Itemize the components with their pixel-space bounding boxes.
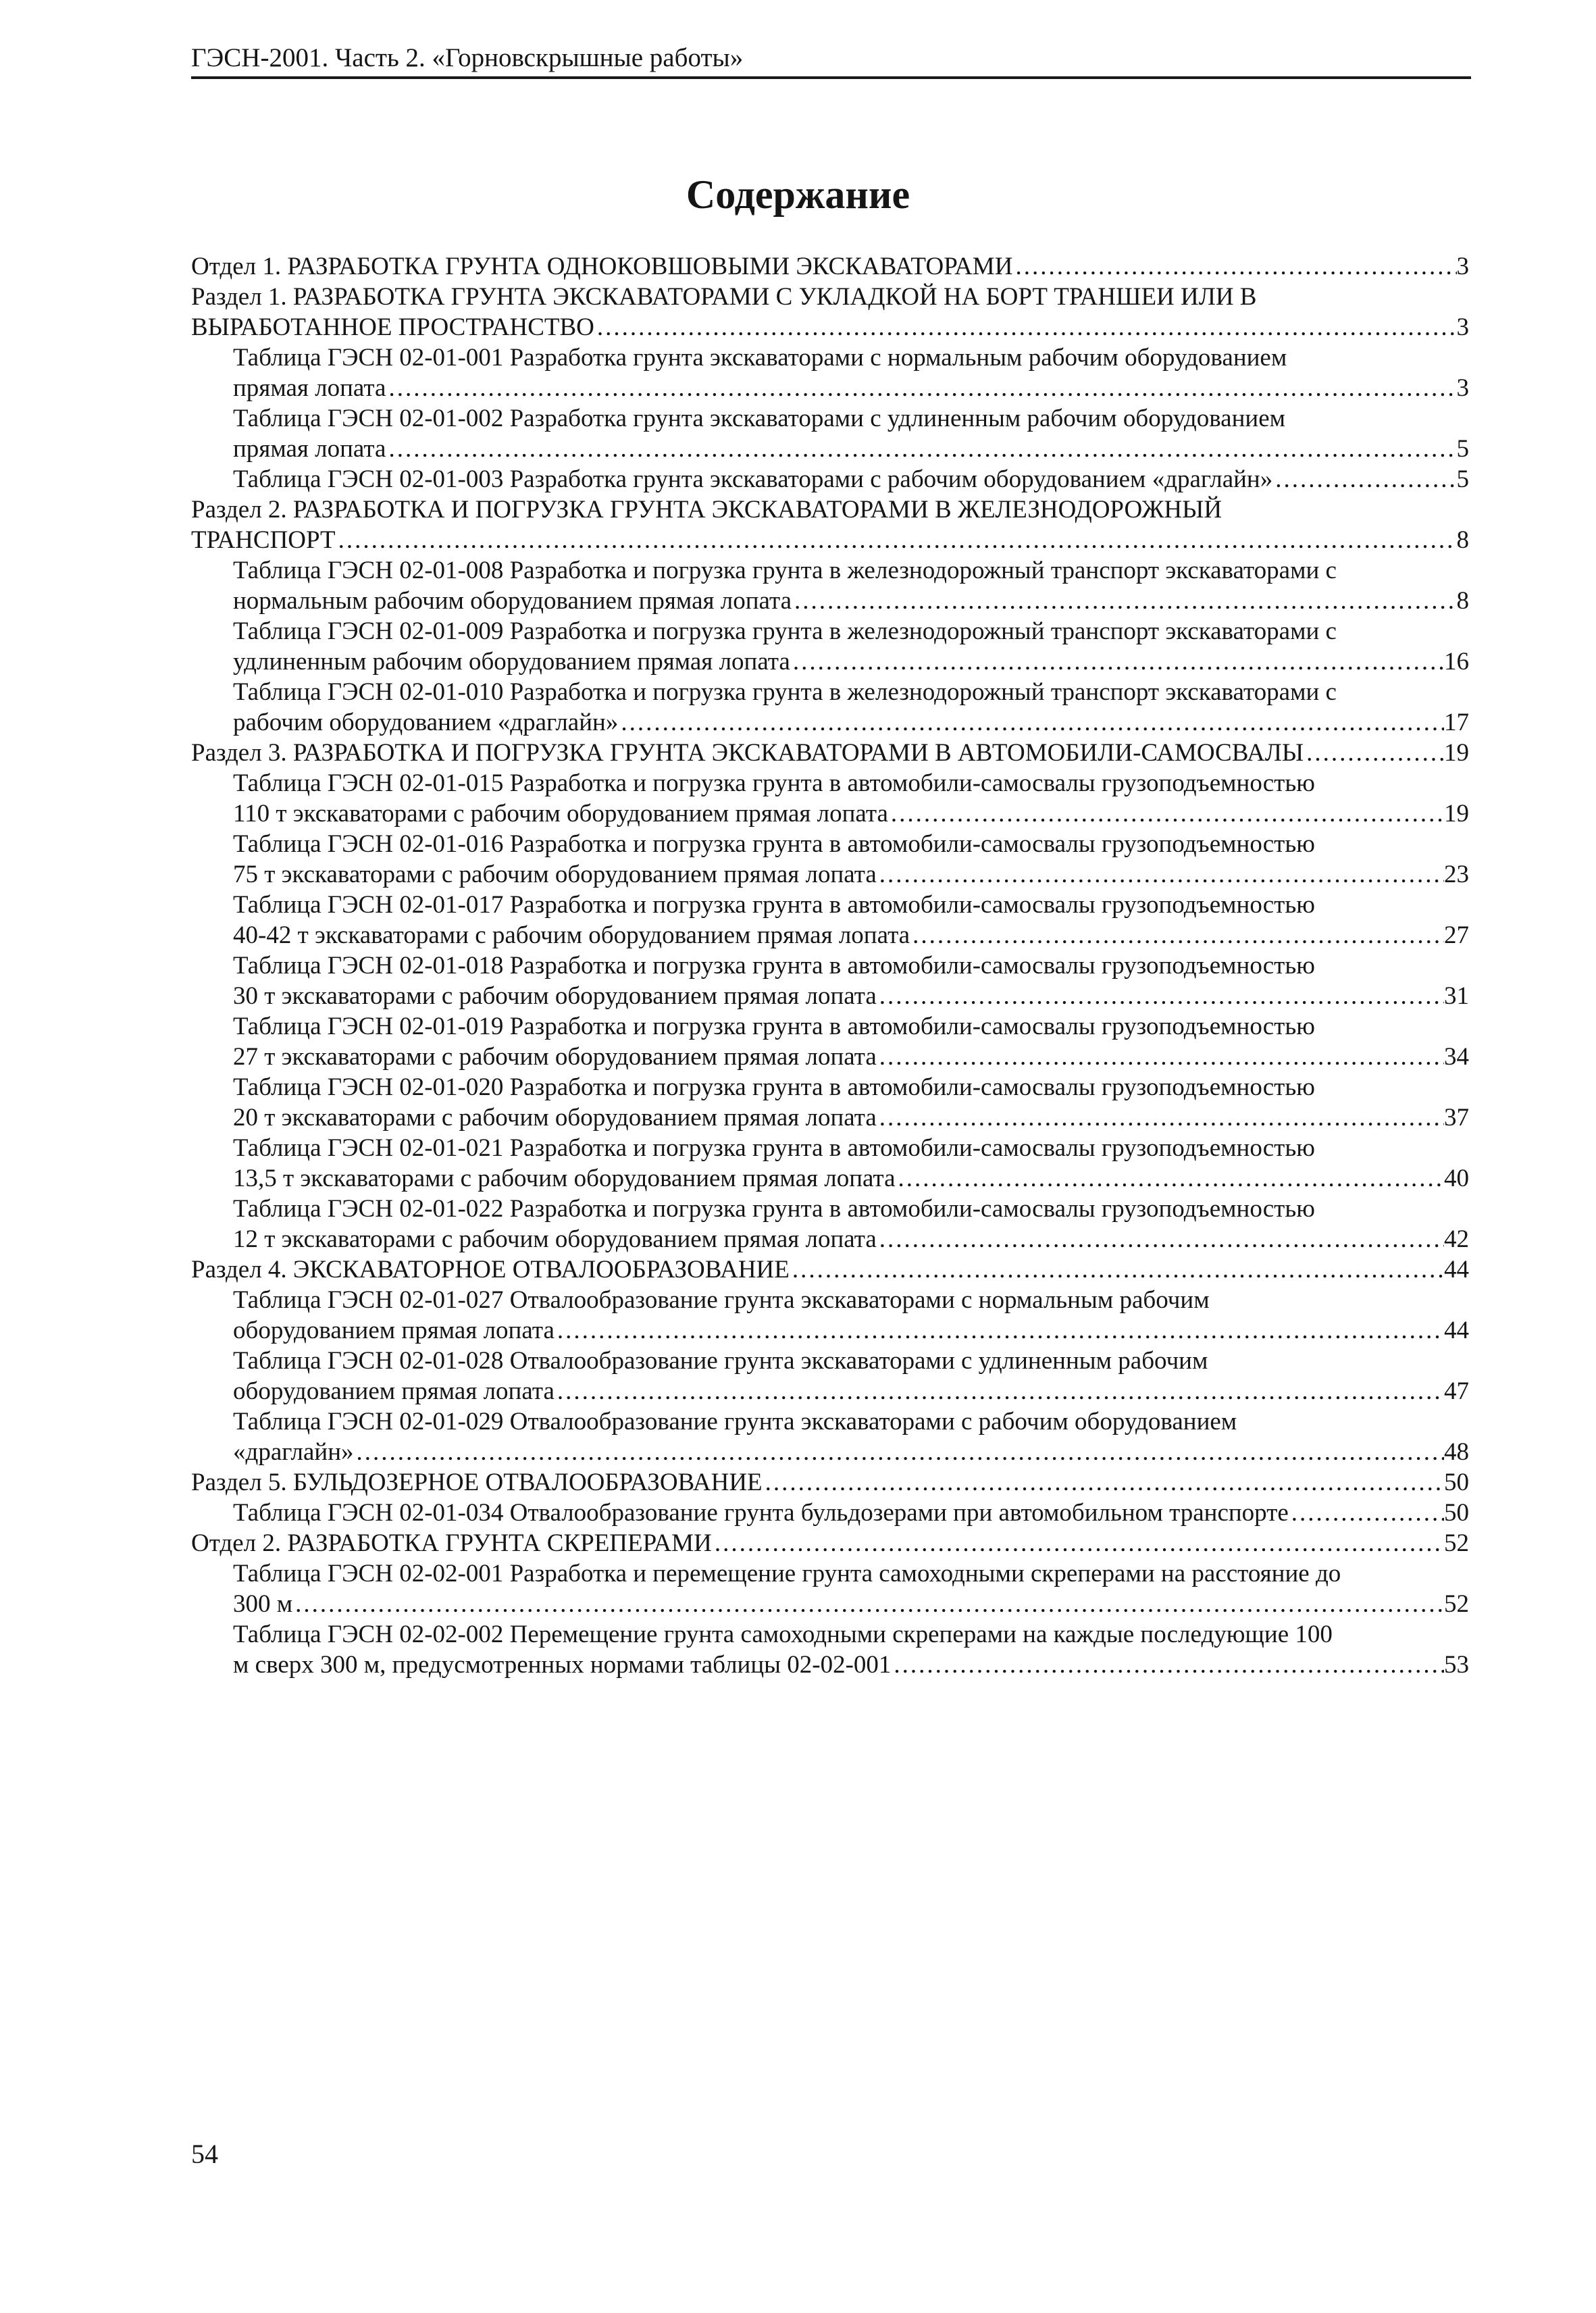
table-of-contents bbox=[191, 251, 1469, 1680]
toc-entry[interactable] bbox=[191, 829, 1469, 890]
toc-entry-text: 30 т экскаваторами с рабочим оборудованием прямая лопата bbox=[233, 982, 877, 1010]
toc-entry-text: Таблица ГЭСН 02-01-019 Разработка и погрузка грунта в автомобили-самосвалы грузоподъемностью bbox=[233, 1013, 1315, 1040]
toc-page-number: 42 bbox=[1444, 1225, 1469, 1253]
toc-entry-text: 20 т экскаваторами с рабочим оборудованием прямая лопата bbox=[233, 1104, 877, 1132]
toc-entry-line bbox=[191, 282, 1469, 312]
toc-entry-text: Таблица ГЭСН 02-01-021 Разработка и погрузка грунта в автомобили-самосвалы грузоподъемностью bbox=[233, 1134, 1315, 1162]
toc-entry-line bbox=[191, 1315, 1469, 1346]
toc-entry-text: Таблица ГЭСН 02-01-020 Разработка и погрузка грунта в автомобили-самосвалы грузоподъемностью bbox=[233, 1073, 1315, 1101]
toc-entry-text: рабочим оборудованием «драглайн» bbox=[233, 709, 619, 736]
dot-leader bbox=[877, 859, 1444, 890]
toc-entry-line bbox=[191, 1194, 1469, 1224]
dot-leader bbox=[877, 1102, 1444, 1133]
toc-entry[interactable] bbox=[191, 616, 1469, 677]
toc-entry-line bbox=[191, 251, 1469, 282]
toc-entry-text: Таблица ГЭСН 02-01-009 Разработка и погрузка грунта в железнодорожный транспорт экскаваторами с bbox=[233, 617, 1337, 645]
toc-entry-text: Таблица ГЭСН 02-01-028 Отвалообразование грунта экскаваторами с удлиненным рабочим bbox=[233, 1347, 1208, 1375]
toc-entry-text: «драглайн» bbox=[233, 1438, 354, 1466]
toc-entry-text: м сверх 300 м, предусмотренных нормами таблицы 02-02-001 bbox=[233, 1651, 892, 1679]
dot-leader bbox=[1272, 464, 1456, 494]
toc-page-number: 23 bbox=[1444, 861, 1469, 888]
dot-leader bbox=[790, 1254, 1444, 1285]
dot-leader bbox=[712, 1528, 1444, 1558]
toc-entry-line bbox=[191, 1528, 1469, 1558]
dot-leader bbox=[354, 1437, 1444, 1467]
toc-entry-line bbox=[191, 525, 1469, 555]
dot-leader bbox=[1304, 738, 1444, 768]
toc-page-number: 19 bbox=[1444, 739, 1469, 767]
toc-entry[interactable] bbox=[191, 1406, 1469, 1467]
toc-entry-line bbox=[191, 1346, 1469, 1376]
toc-entry[interactable] bbox=[191, 1498, 1469, 1528]
toc-entry[interactable] bbox=[191, 1558, 1469, 1619]
toc-page-number: 47 bbox=[1444, 1377, 1469, 1405]
toc-entry-text: 300 м bbox=[233, 1590, 293, 1618]
toc-page-number: 8 bbox=[1456, 526, 1469, 554]
toc-entry-line bbox=[191, 1619, 1469, 1650]
toc-entry-text: 110 т экскаваторами с рабочим оборудованием прямая лопата bbox=[233, 800, 888, 828]
toc-page-number: 8 bbox=[1456, 587, 1469, 615]
toc-entry-line bbox=[191, 890, 1469, 920]
toc-entry-line bbox=[191, 1224, 1469, 1254]
dot-leader bbox=[888, 798, 1444, 829]
toc-page-number: 34 bbox=[1444, 1043, 1469, 1071]
dot-leader bbox=[336, 525, 1457, 555]
toc-page-number: 52 bbox=[1444, 1590, 1469, 1618]
toc-entry-line bbox=[191, 1072, 1469, 1102]
dot-leader bbox=[386, 434, 1456, 464]
toc-entry-text: 27 т экскаваторами с рабочим оборудованием прямая лопата bbox=[233, 1043, 877, 1071]
toc-entry-text: оборудованием прямая лопата bbox=[233, 1317, 555, 1344]
dot-leader bbox=[763, 1467, 1444, 1498]
toc-entry-text: 40-42 т экскаваторами с рабочим оборудованием прямая лопата bbox=[233, 921, 910, 949]
toc-entry-line bbox=[191, 859, 1469, 890]
toc-entry-line bbox=[191, 403, 1469, 434]
toc-entry-line bbox=[191, 1467, 1469, 1498]
toc-entry-text: Таблица ГЭСН 02-01-002 Разработка грунта экскаваторами с удлиненным рабочим оборудованием bbox=[233, 405, 1286, 432]
toc-page-number: 3 bbox=[1456, 253, 1469, 280]
toc-entry-text: удлиненным рабочим оборудованием прямая лопата bbox=[233, 648, 790, 676]
toc-page-number: 16 bbox=[1444, 648, 1469, 676]
toc-page-number: 3 bbox=[1456, 313, 1469, 341]
toc-entry[interactable] bbox=[191, 1619, 1469, 1680]
toc-entry-text: Раздел 3. РАЗРАБОТКА И ПОГРУЗКА ГРУНТА ЭКСКАВАТОРАМИ В АВТОМОБИЛИ-САМОСВАЛЫ bbox=[191, 739, 1304, 767]
toc-entry[interactable] bbox=[191, 1346, 1469, 1406]
toc-entry-text: Таблица ГЭСН 02-01-018 Разработка и погрузка грунта в автомобили-самосвалы грузоподъемностью bbox=[233, 952, 1315, 980]
toc-entry[interactable] bbox=[191, 738, 1469, 768]
toc-entry-line bbox=[191, 1650, 1469, 1680]
toc-page-number: 31 bbox=[1444, 982, 1469, 1010]
toc-entry-line bbox=[191, 586, 1469, 616]
toc-page-number: 53 bbox=[1444, 1651, 1469, 1679]
toc-entry-line bbox=[191, 616, 1469, 646]
toc-entry-line bbox=[191, 1589, 1469, 1619]
toc-entry-line bbox=[191, 768, 1469, 798]
toc-entry-text: 13,5 т экскаваторами с рабочим оборудованием прямая лопата bbox=[233, 1165, 896, 1192]
toc-entry-line bbox=[191, 434, 1469, 464]
toc-entry-line bbox=[191, 312, 1469, 342]
toc-entry-text: Таблица ГЭСН 02-01-001 Разработка грунта экскаваторами с нормальным рабочим оборудованием bbox=[233, 344, 1287, 372]
toc-entry-text: Таблица ГЭСН 02-01-029 Отвалообразование грунта экскаваторами с рабочим оборудованием bbox=[233, 1408, 1237, 1435]
dot-leader bbox=[555, 1376, 1444, 1406]
toc-entry-text: прямая лопата bbox=[233, 374, 386, 402]
toc-entry-line bbox=[191, 555, 1469, 586]
dot-leader bbox=[891, 1650, 1444, 1680]
toc-page-number: 44 bbox=[1444, 1317, 1469, 1344]
dot-leader bbox=[792, 586, 1456, 616]
toc-entry-line bbox=[191, 677, 1469, 707]
toc-entry[interactable] bbox=[191, 890, 1469, 950]
toc-entry-text: Таблица ГЭСН 02-01-022 Разработка и погрузка грунта в автомобили-самосвалы грузоподъемностью bbox=[233, 1195, 1315, 1223]
toc-entry-line bbox=[191, 373, 1469, 403]
toc-entry-line bbox=[191, 1558, 1469, 1589]
toc-entry-line bbox=[191, 1254, 1469, 1285]
page-number: 54 bbox=[191, 2139, 218, 2169]
toc-entry[interactable] bbox=[191, 1528, 1469, 1558]
dot-leader bbox=[896, 1163, 1444, 1194]
toc-entry-line bbox=[191, 829, 1469, 859]
toc-entry-text: Таблица ГЭСН 02-01-027 Отвалообразование грунта экскаваторами с нормальным рабочим bbox=[233, 1286, 1210, 1314]
toc-entry-text: Таблица ГЭСН 02-01-017 Разработка и погрузка грунта в автомобили-самосвалы грузоподъемностью bbox=[233, 891, 1315, 919]
toc-entry[interactable] bbox=[191, 950, 1469, 1011]
toc-entry-text: Отдел 1. РАЗРАБОТКА ГРУНТА ОДНОКОВШОВЫМИ ЭКСКАВАТОРАМИ bbox=[191, 253, 1013, 280]
toc-entry[interactable] bbox=[191, 1194, 1469, 1254]
dot-leader bbox=[790, 646, 1444, 677]
toc-entry-line bbox=[191, 707, 1469, 738]
dot-leader bbox=[910, 920, 1444, 950]
toc-entry-text: 75 т экскаваторами с рабочим оборудованием прямая лопата bbox=[233, 861, 877, 888]
toc-entry[interactable] bbox=[191, 464, 1469, 494]
toc-entry-line bbox=[191, 1042, 1469, 1072]
toc-entry[interactable] bbox=[191, 1467, 1469, 1498]
toc-page-number: 37 bbox=[1444, 1104, 1469, 1132]
dot-leader bbox=[292, 1589, 1444, 1619]
toc-entry-text: Раздел 2. РАЗРАБОТКА И ПОГРУЗКА ГРУНТА ЭКСКАВАТОРАМИ В ЖЕЛЕЗНОДОРОЖНЫЙ bbox=[191, 496, 1222, 524]
toc-entry[interactable] bbox=[191, 1011, 1469, 1072]
toc-entry-text: Раздел 1. РАЗРАБОТКА ГРУНТА ЭКСКАВАТОРАМИ С УКЛАДКОЙ НА БОРТ ТРАНШЕИ ИЛИ В bbox=[191, 283, 1257, 311]
toc-entry[interactable] bbox=[191, 403, 1469, 464]
toc-entry-text: Раздел 4. ЭКСКАВАТОРНОЕ ОТВАЛООБРАЗОВАНИЕ bbox=[191, 1256, 790, 1283]
toc-page-number: 50 bbox=[1444, 1469, 1469, 1496]
toc-entry-line bbox=[191, 1376, 1469, 1406]
toc-page-number: 52 bbox=[1444, 1529, 1469, 1557]
toc-entry-text: Таблица ГЭСН 02-02-002 Перемещение грунта самоходными скреперами на каждые последующие 100 bbox=[233, 1621, 1333, 1648]
dot-leader bbox=[877, 1042, 1444, 1072]
dot-leader bbox=[386, 373, 1456, 403]
toc-entry[interactable] bbox=[191, 1285, 1469, 1346]
page-title: Содержание bbox=[686, 172, 910, 217]
toc-entry-text: нормальным рабочим оборудованием прямая лопата bbox=[233, 587, 792, 615]
toc-entry-text: Отдел 2. РАЗРАБОТКА ГРУНТА СКРЕПЕРАМИ bbox=[191, 1529, 712, 1557]
toc-page-number: 5 bbox=[1456, 435, 1469, 463]
toc-entry-text: Таблица ГЭСН 02-01-034 Отвалообразование грунта бульдозерами при автомобильном транспорте bbox=[233, 1499, 1289, 1527]
toc-entry-line bbox=[191, 1011, 1469, 1042]
toc-entry-text: Таблица ГЭСН 02-01-010 Разработка и погрузка грунта в железнодорожный транспорт экскаваторами с bbox=[233, 678, 1337, 706]
toc-entry-text: Таблица ГЭСН 02-01-015 Разработка и погрузка грунта в автомобили-самосвалы грузоподъемностью bbox=[233, 769, 1315, 797]
toc-entry-line bbox=[191, 1163, 1469, 1194]
toc-entry-line bbox=[191, 920, 1469, 950]
dot-leader bbox=[555, 1315, 1444, 1346]
toc-entry[interactable] bbox=[191, 251, 1469, 282]
toc-entry-text: Раздел 5. БУЛЬДОЗЕРНОЕ ОТВАЛООБРАЗОВАНИЕ bbox=[191, 1469, 763, 1496]
toc-page-number: 44 bbox=[1444, 1256, 1469, 1283]
toc-entry[interactable] bbox=[191, 768, 1469, 829]
toc-entry-line bbox=[191, 738, 1469, 768]
toc-page-number: 5 bbox=[1456, 465, 1469, 493]
toc-entry[interactable] bbox=[191, 677, 1469, 738]
toc-entry-line bbox=[191, 1498, 1469, 1528]
toc-entry[interactable] bbox=[191, 282, 1469, 342]
toc-page-number: 40 bbox=[1444, 1165, 1469, 1192]
toc-page-number: 19 bbox=[1444, 800, 1469, 828]
toc-entry[interactable] bbox=[191, 494, 1469, 555]
dot-leader bbox=[877, 981, 1444, 1011]
toc-entry[interactable] bbox=[191, 555, 1469, 616]
toc-entry-line bbox=[191, 1102, 1469, 1133]
running-header: ГЭСН-2001. Часть 2. «Горновскрышные работы» bbox=[191, 43, 744, 72]
toc-entry-line bbox=[191, 342, 1469, 373]
toc-entry-line bbox=[191, 798, 1469, 829]
toc-entry-line bbox=[191, 1285, 1469, 1315]
toc-entry-line bbox=[191, 1133, 1469, 1163]
toc-entry-text: Таблица ГЭСН 02-01-008 Разработка и погрузка грунта в железнодорожный транспорт экскаваторами с bbox=[233, 557, 1337, 584]
toc-entry-line bbox=[191, 1437, 1469, 1467]
toc-entry-line bbox=[191, 464, 1469, 494]
toc-page-number: 3 bbox=[1456, 374, 1469, 402]
dot-leader bbox=[877, 1224, 1444, 1254]
toc-page-number: 48 bbox=[1444, 1438, 1469, 1466]
toc-entry-line bbox=[191, 1406, 1469, 1437]
toc-page-number: 27 bbox=[1444, 921, 1469, 949]
toc-entry-text: 12 т экскаваторами с рабочим оборудованием прямая лопата bbox=[233, 1225, 877, 1253]
toc-entry-text: Таблица ГЭСН 02-02-001 Разработка и перемещение грунта самоходными скреперами на расстояние до bbox=[233, 1560, 1341, 1587]
dot-leader bbox=[1289, 1498, 1444, 1528]
header-rule bbox=[191, 76, 1471, 79]
toc-entry-line bbox=[191, 950, 1469, 981]
toc-entry-text: оборудованием прямая лопата bbox=[233, 1377, 555, 1405]
toc-entry-text: ВЫРАБОТАННОЕ ПРОСТРАНСТВО bbox=[191, 313, 594, 341]
toc-entry[interactable] bbox=[191, 342, 1469, 403]
toc-entry-text: ТРАНСПОРТ bbox=[191, 526, 336, 554]
dot-leader bbox=[1012, 251, 1456, 282]
toc-entry[interactable] bbox=[191, 1072, 1469, 1133]
toc-page-number: 17 bbox=[1444, 709, 1469, 736]
toc-entry-text: прямая лопата bbox=[233, 435, 386, 463]
dot-leader bbox=[594, 312, 1457, 342]
toc-page-number: 50 bbox=[1444, 1499, 1469, 1527]
toc-entry-text: Таблица ГЭСН 02-01-016 Разработка и погрузка грунта в автомобили-самосвалы грузоподъемностью bbox=[233, 830, 1315, 858]
dot-leader bbox=[618, 707, 1444, 738]
toc-entry-text: Таблица ГЭСН 02-01-003 Разработка грунта экскаваторами с рабочим оборудованием «драглайн» bbox=[233, 465, 1273, 493]
toc-entry-line bbox=[191, 494, 1469, 525]
toc-entry-line bbox=[191, 646, 1469, 677]
toc-entry[interactable] bbox=[191, 1133, 1469, 1194]
toc-entry-line bbox=[191, 981, 1469, 1011]
toc-entry[interactable] bbox=[191, 1254, 1469, 1285]
